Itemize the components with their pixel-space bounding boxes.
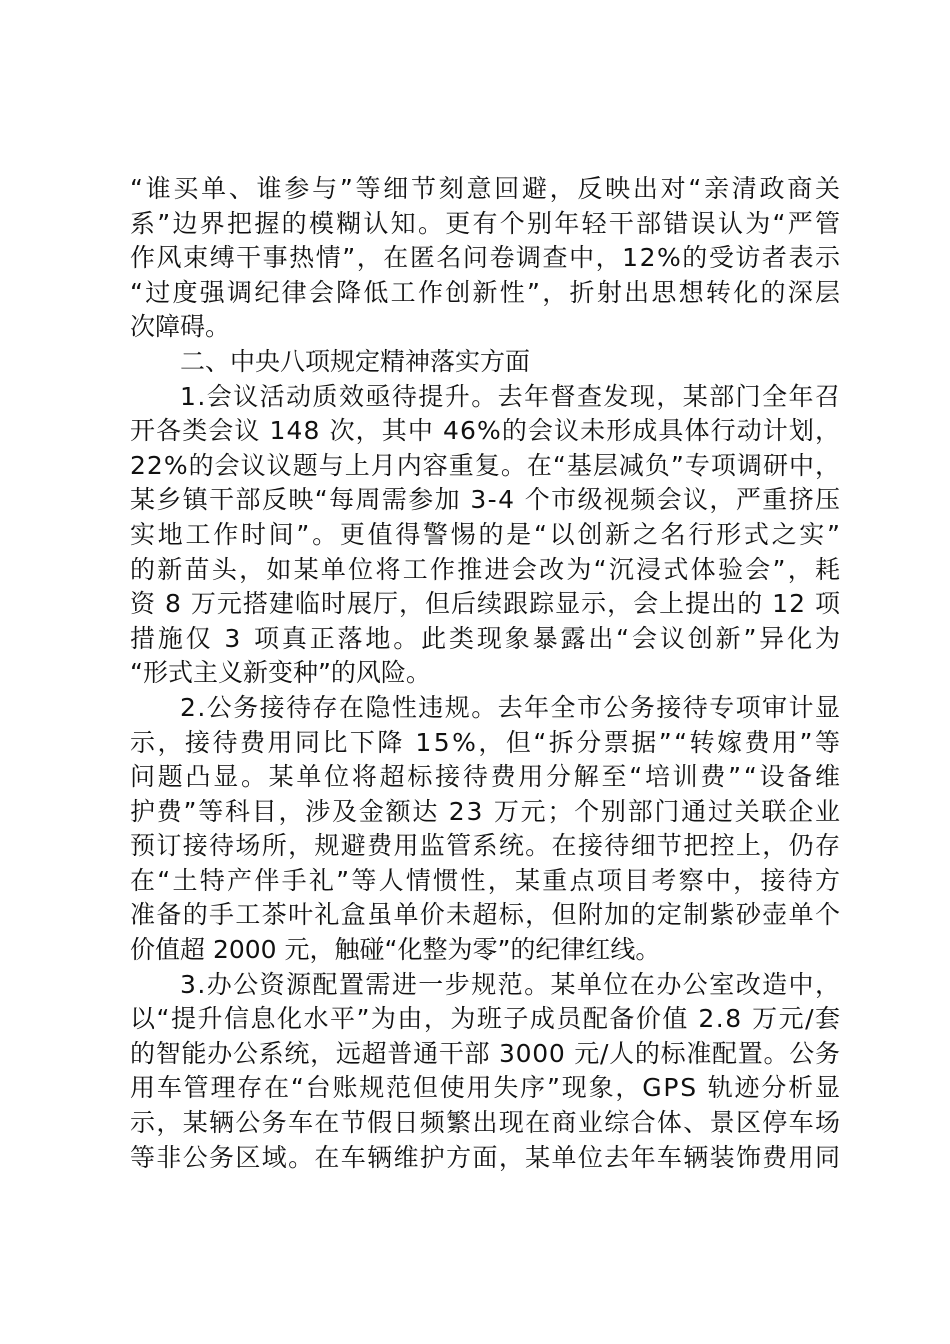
text-line-content: 次障碍。 bbox=[130, 312, 231, 342]
text-line bbox=[130, 483, 840, 518]
text-line bbox=[130, 933, 840, 968]
text-line-content: 系”边界把握的模糊认知。更有个别年轻干部错误认为“严管 bbox=[130, 208, 843, 238]
text-line bbox=[130, 518, 843, 553]
text-line-content: 的新苗头，如某单位将工作推进会改为“沉浸式体验会”，耗 bbox=[130, 554, 843, 584]
text-line-content: “形式主义新变种”的风险。 bbox=[130, 658, 431, 688]
text-line bbox=[130, 449, 840, 484]
text-line-content: 3.办公资源配置需进一步规范。某单位在办公室改造中， bbox=[180, 969, 842, 999]
text-line bbox=[130, 795, 840, 830]
text-line-content: 等非公务区域。在车辆维护方面，某单位去年车辆装饰费用同 bbox=[130, 1142, 842, 1172]
text-line bbox=[130, 1141, 840, 1176]
text-line bbox=[130, 1002, 840, 1037]
text-line-content: 实地工作时间”。更值得警惕的是“以创新之名行形式之实” bbox=[130, 519, 843, 549]
text-line-content: 以“提升信息化水平”为由，为班子成员配备价值 2.8 万元/套 bbox=[130, 1004, 842, 1034]
text-line-content: 预订接待场所，规避费用监管系统。在接待细节把控上，仍存 bbox=[130, 831, 842, 861]
text-line bbox=[130, 691, 840, 726]
text-line bbox=[130, 207, 843, 242]
text-line-content: 准备的手工茶叶礼盒虽单价未超标，但附加的定制紫砂壶单个 bbox=[130, 900, 842, 930]
text-line-content: “谁买单、谁参与”等细节刻意回避，反映出对“亲清政商关 bbox=[130, 174, 843, 203]
text-line bbox=[130, 380, 840, 415]
text-line-content: 用车管理存在“台账规范但使用失序”现象，GPS 轨迹分析显 bbox=[130, 1073, 842, 1103]
text-line bbox=[130, 656, 840, 691]
text-line bbox=[130, 414, 840, 449]
text-line-content: 措施仅 3 项真正落地。此类现象暴露出“会议创新”异化为 bbox=[130, 623, 843, 653]
text-line bbox=[130, 622, 843, 657]
text-line-content: 的智能办公系统，远超普通干部 3000 元/人的标准配置。公务 bbox=[130, 1038, 841, 1068]
text-line bbox=[130, 276, 843, 311]
text-line-content: 开各类会议 148 次，其中 46%的会议未形成具体行动计划， bbox=[130, 416, 842, 446]
text-line-content: 护费”等科目，涉及金额达 23 万元；个别部门通过关联企业 bbox=[130, 796, 842, 826]
text-line bbox=[130, 1037, 840, 1072]
text-line bbox=[130, 968, 840, 1003]
text-line bbox=[130, 1071, 840, 1106]
text-line bbox=[130, 829, 840, 864]
text-line-content: 价值超 2000 元，触碰“化整为零”的纪律红线。 bbox=[130, 935, 661, 965]
text-line-content: 问题凸显。某单位将超标接待费用分解至“培训费”“设备维 bbox=[130, 762, 843, 792]
text-line bbox=[130, 241, 840, 276]
text-line bbox=[130, 1106, 840, 1141]
text-line-content: 示，接待费用同比下降 15%，但“拆分票据”“转嫁费用”等 bbox=[130, 727, 843, 757]
text-line bbox=[130, 864, 843, 899]
text-line bbox=[130, 345, 840, 380]
text-line bbox=[130, 587, 840, 622]
text-line bbox=[130, 553, 843, 588]
text-line bbox=[130, 310, 840, 345]
text-line-content: 某乡镇干部反映“每周需参加 3-4 个市级视频会议，严重挤压 bbox=[130, 485, 842, 515]
text-line-content: 二、中央八项规定精神落实方面 bbox=[180, 346, 531, 376]
text-line bbox=[130, 760, 843, 795]
text-line bbox=[130, 172, 843, 207]
text-line-content: “过度强调纪律会降低工作创新性”，折射出思想转化的深层 bbox=[130, 277, 843, 307]
text-line bbox=[130, 898, 840, 933]
body-text bbox=[130, 172, 843, 1175]
text-line-content: 资 8 万元搭建临时展厅，但后续跟踪显示，会上提出的 12 项 bbox=[130, 589, 842, 619]
text-line-content: 1.会议活动质效亟待提升。去年督查发现，某部门全年召 bbox=[180, 381, 842, 411]
text-line-content: 在“土特产伴手礼”等人情惯性，某重点项目考察中，接待方 bbox=[130, 865, 843, 895]
text-line-content: 作风束缚干事热情”，在匿名问卷调查中，12%的受访者表示 bbox=[130, 243, 842, 273]
text-line-content: 示，某辆公务车在节假日频繁出现在商业综合体、景区停车场 bbox=[130, 1108, 842, 1138]
text-line-content: 22%的会议议题与上月内容重复。在“基层减负”专项调研中， bbox=[130, 450, 842, 480]
text-line bbox=[130, 726, 843, 761]
text-line-content: 2.公务接待存在隐性违规。去年全市公务接待专项审计显 bbox=[180, 692, 842, 722]
